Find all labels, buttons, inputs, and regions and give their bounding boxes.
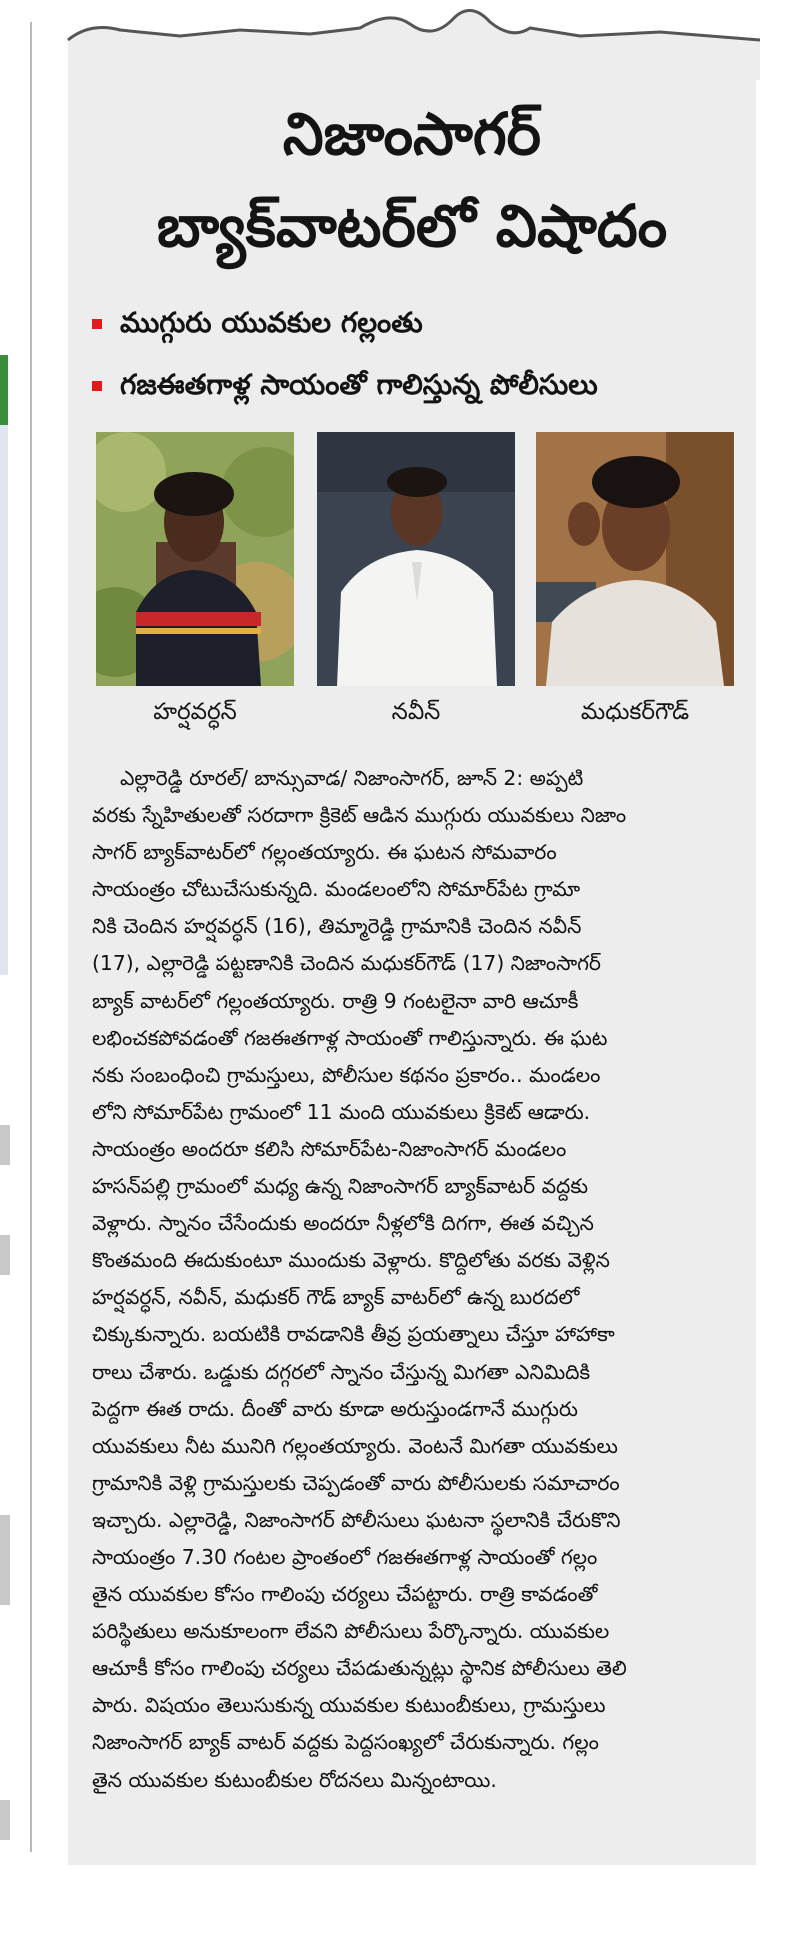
body-line: ఇచ్చారు. ఎల్లారెడ్డి, నిజాంసాగర్ పోలీసులు ఘటనా స్థలానికి చేరుకొని <box>92 1507 621 1532</box>
body-line: నికి చెందిన హర్షవర్ధన్ (16), తిమ్మారెడ్డి గ్రామానికి చెందిన నవీన్ <box>92 914 582 939</box>
photo-madhukar-goud <box>536 432 734 686</box>
body-line: కొంతమంది ఈదుకుంటూ ముందుకు వెళ్లారు. కొద్దిలోతు వరకు వెళ్లిన <box>92 1248 610 1273</box>
torn-paper-edge <box>60 0 770 80</box>
adjacent-column-edge <box>0 355 8 975</box>
headline-line-1: నిజాంసాగర్ <box>282 100 542 168</box>
adjacent-column-fragment <box>0 1125 10 1165</box>
photo-naveen <box>317 432 515 686</box>
body-line: ఎల్లారెడ్డి రూరల్/ బాన్సువాడ/ నిజాంసాగర్, జూన్ 2: అప్పటి <box>120 766 584 790</box>
body-line: ఆచూకీ కోసం గాలింపు చర్యలు చేపడుతున్నట్లు స్థానిక పోలీసులు తెలి <box>92 1656 627 1681</box>
bullet-square-icon <box>92 381 102 391</box>
body-line: వెళ్లారు. స్నానం చేసేందుకు అందరూ నీళ్లలోకి దిగగా, ఈత వచ్చిన <box>92 1211 594 1236</box>
headline-line-2: బ్యాక్‌వాటర్‌లో విషాదం <box>156 192 668 260</box>
body-line: నిజాంసాగర్ బ్యాక్ వాటర్ వద్దకు పెద్దసంఖ్యలో చేరుకున్నారు. గల్లం <box>92 1730 599 1755</box>
body-line: గ్రామానికి వెళ్లి గ్రామస్తులకు చెప్పడంతో వారు పోలీసులకు సమాచారం <box>92 1470 620 1495</box>
photo-caption: నవీన్ <box>391 699 441 725</box>
subheading-bullet <box>92 365 742 405</box>
body-line: తైన యువకుల కోసం గాలింపు చర్యలు చేపట్టారు. రాత్రి కావడంతో <box>92 1582 598 1607</box>
body-line: యువకులు నీట మునిగి గల్లంతయ్యారు. వెంటనే మిగతా యువకులు <box>92 1433 618 1458</box>
adjacent-column-fragment <box>0 1235 10 1275</box>
body-line: హసన్‌పల్లి గ్రామంలో మధ్య ఉన్న నిజాంసాగర్ బ్యాక్‌వాటర్ వద్దకు <box>92 1174 588 1199</box>
headline <box>68 88 756 272</box>
body-line: బ్యాక్ వాటర్‌లో గల్లంతయ్యారు. రాత్రి 9 గంటలైనా వారి ఆచూకీ <box>92 988 579 1013</box>
body-line: నకు సంబంధించి గ్రామస్తులు, పోలీసుల కథనం ప్రకారం.. మండలం <box>92 1062 601 1087</box>
body-line: రాలు చేశారు. ఒడ్డుకు దగ్గరలో స్నానం చేస్తున్న మిగతా ఎనిమిదికి <box>92 1359 591 1384</box>
article-body <box>92 760 738 1799</box>
body-line: (17), ఎల్లారెడ్డి పట్టణానికి చెందిన మధుకర్‌గౌడ్ (17) నిజాంసాగర్ <box>92 951 601 976</box>
photo-caption: హర్షవర్ధన్ <box>153 699 237 725</box>
photo-harshavardhan <box>96 432 294 686</box>
adjacent-column-fragment <box>0 1515 10 1605</box>
photo-caption: మధుకర్‌గౌడ్ <box>580 699 690 725</box>
body-line: తైన యువకుల కుటుంబీకుల రోదనలు మిన్నంటాయి. <box>92 1767 497 1792</box>
body-line: పారు. విషయం తెలుసుకున్న యువకుల కుటుంబీకులు, గ్రామస్తులు <box>92 1693 606 1718</box>
adjacent-column-fragment <box>0 1800 10 1840</box>
body-line: లోని సోమార్‌పేట గ్రామంలో 11 మంది యువకులు క్రికెట్ ఆడారు. <box>92 1099 591 1124</box>
body-line: లభించకపోవడంతో గజఈతగాళ్ల సాయంతో గాలిస్తున్నారు. ఈ ఘట <box>92 1025 608 1050</box>
bullet-square-icon <box>92 319 102 329</box>
body-line: సాయంత్రం అందరూ కలిసి సోమార్‌పేట-నిజాంసాగర్ మండలం <box>92 1136 567 1161</box>
body-line: సాయంత్రం 7.30 గంటల ప్రాంతంలో గజఈతగాళ్ల సాయంతో గల్లం <box>92 1544 598 1569</box>
body-line: పరిస్థితులు అనుకూలంగా లేవని పోలీసులు పేర్కొన్నారు. యువకుల <box>92 1619 610 1644</box>
column-divider <box>30 22 32 1852</box>
body-line: పెద్దగా ఈత రాదు. దీంతో వారు కూడా అరుస్తుండగానే ముగ్గురు <box>92 1396 578 1421</box>
subheading-bullet <box>92 303 742 343</box>
body-line: సాయంత్రం చోటుచేసుకున్నది. మండలంలోని సోమార్‌పేట గ్రామా <box>92 877 581 902</box>
body-line: సాగర్ బ్యాక్‌వాటర్‌లో గల్లంతయ్యారు. ఈ ఘటన సోమవారం <box>92 840 557 865</box>
body-line: హర్షవర్ధన్, నవీన్, మధుకర్ గౌడ్ బ్యాక్ వాటర్‌లో ఉన్న బురదలో <box>92 1285 580 1310</box>
subheading-text: గజఈతగాళ్ల సాయంతో గాలిస్తున్న పోలీసులు <box>120 368 598 401</box>
body-line: చిక్కుకున్నారు. బయటికి రావడానికి తీవ్ర ప్రయత్నాలు చేస్తూ హాహాకా <box>92 1322 615 1347</box>
body-line: వరకు స్నేహితులతో సరదాగా క్రికెట్ ఆడిన ముగ్గురు యువకులు నిజాం <box>92 803 627 828</box>
subheading-text: ముగ్గురు యువకుల గల్లంతు <box>120 306 423 339</box>
